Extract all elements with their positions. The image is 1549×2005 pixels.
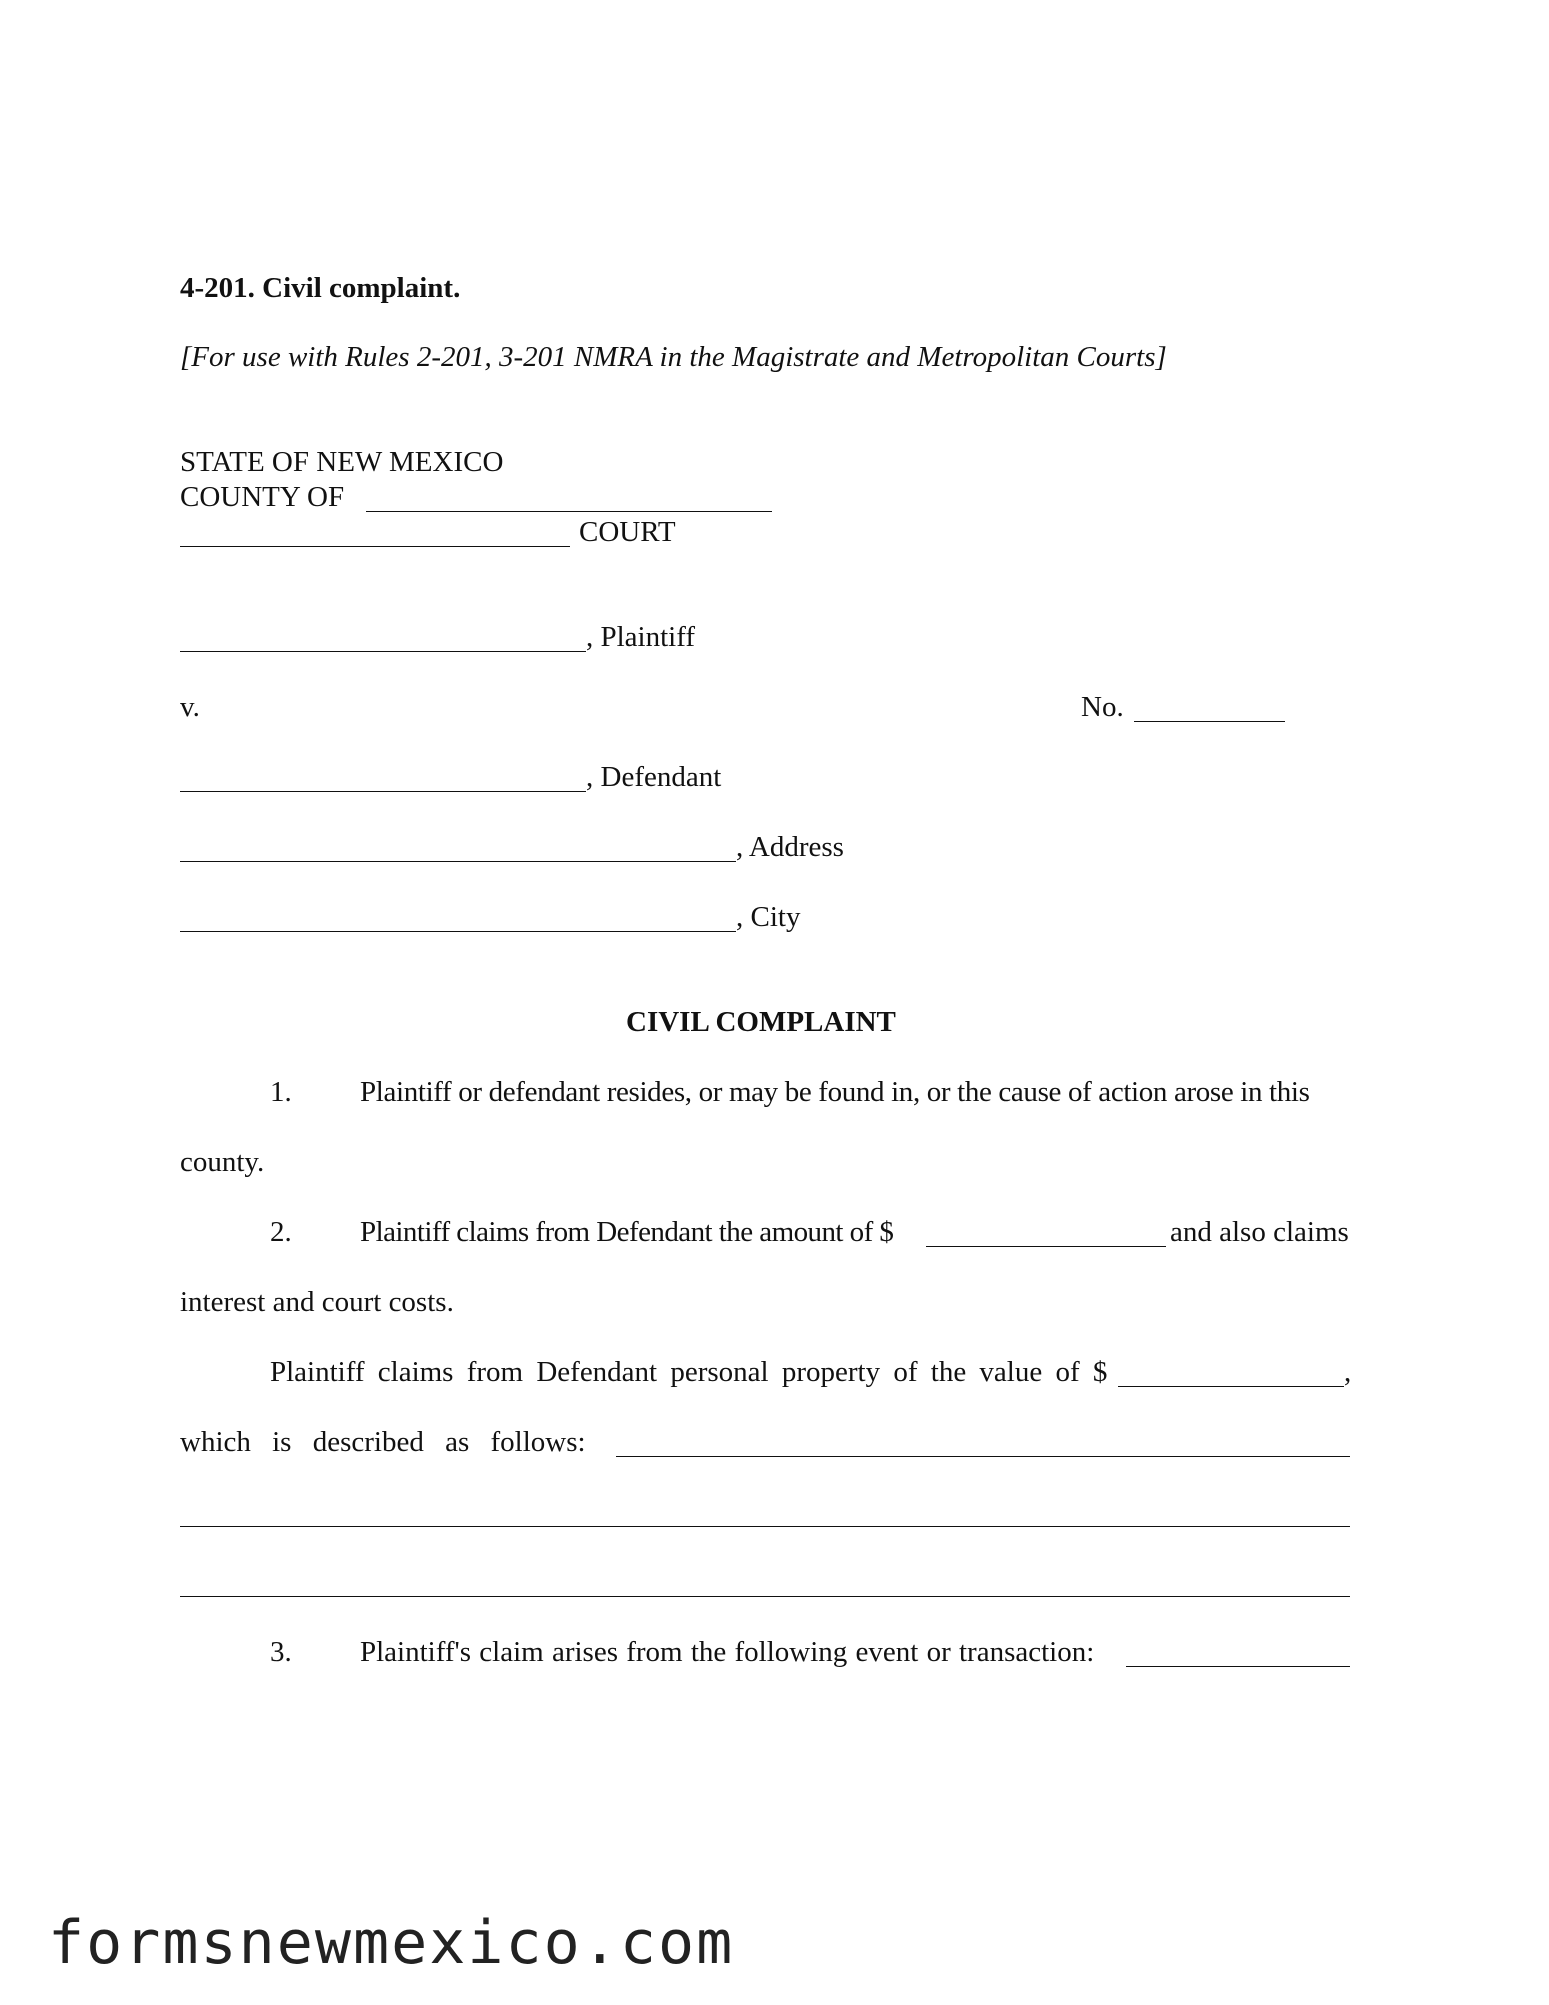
complaint-heading: CIVIL COMPLAINT [626, 1006, 896, 1038]
property-claim-text: Plaintiff claims from Defendant personal property of the value of $ [270, 1356, 1108, 1388]
paragraph-2-text-a: Plaintiff claims from Defendant the amount of $ [360, 1216, 894, 1248]
rule-title: 4-201. Civil complaint. [180, 272, 461, 304]
plaintiff-name-field[interactable] [180, 651, 586, 652]
versus-label: v. [180, 691, 200, 723]
court-label: COURT [579, 516, 676, 548]
paragraph-1-number: 1. [270, 1076, 292, 1108]
paragraph-1-continuation: county. [180, 1146, 265, 1178]
defendant-name-field[interactable] [180, 791, 586, 792]
state-label: STATE OF NEW MEXICO [180, 446, 504, 478]
case-number-field[interactable] [1134, 721, 1285, 722]
paragraph-2-number: 2. [270, 1216, 292, 1248]
court-name-field[interactable] [180, 546, 570, 547]
site-watermark: formsnewmexico.com [48, 1908, 735, 1978]
paragraph-1-text: Plaintiff or defendant resides, or may be found in, or the cause of action arose in this [360, 1076, 1310, 1108]
claim-amount-field[interactable] [926, 1246, 1166, 1247]
transaction-description-field[interactable] [1126, 1666, 1350, 1667]
defendant-label: , Defendant [586, 761, 722, 793]
paragraph-3-number: 3. [270, 1636, 292, 1668]
city-label: , City [736, 901, 801, 933]
paragraph-3-text: Plaintiff's claim arises from the following event or transaction: [360, 1636, 1095, 1668]
property-description-field-2[interactable] [180, 1526, 1350, 1527]
property-description-field-1[interactable] [616, 1456, 1350, 1457]
property-value-field[interactable] [1118, 1386, 1344, 1387]
plaintiff-label: , Plaintiff [586, 621, 696, 653]
property-value-comma: , [1344, 1356, 1352, 1388]
paragraph-2-text-b: and also claims [1170, 1216, 1349, 1248]
paragraph-2-continuation: interest and court costs. [180, 1286, 454, 1318]
county-line [180, 483, 344, 512]
usage-note: [For use with Rules 2-201, 3-201 NMRA in the Magistrate and Metropolitan Courts] [180, 341, 1167, 373]
case-number-label: No. [1081, 691, 1124, 723]
address-label: , Address [736, 831, 844, 863]
county-label: COUNTY OF [180, 481, 345, 513]
property-description-field-3[interactable] [180, 1596, 1350, 1597]
defendant-city-field[interactable] [180, 931, 736, 932]
county-field[interactable] [366, 511, 772, 512]
property-description-label: which is described as follows: [180, 1426, 586, 1458]
defendant-address-field[interactable] [180, 861, 736, 862]
